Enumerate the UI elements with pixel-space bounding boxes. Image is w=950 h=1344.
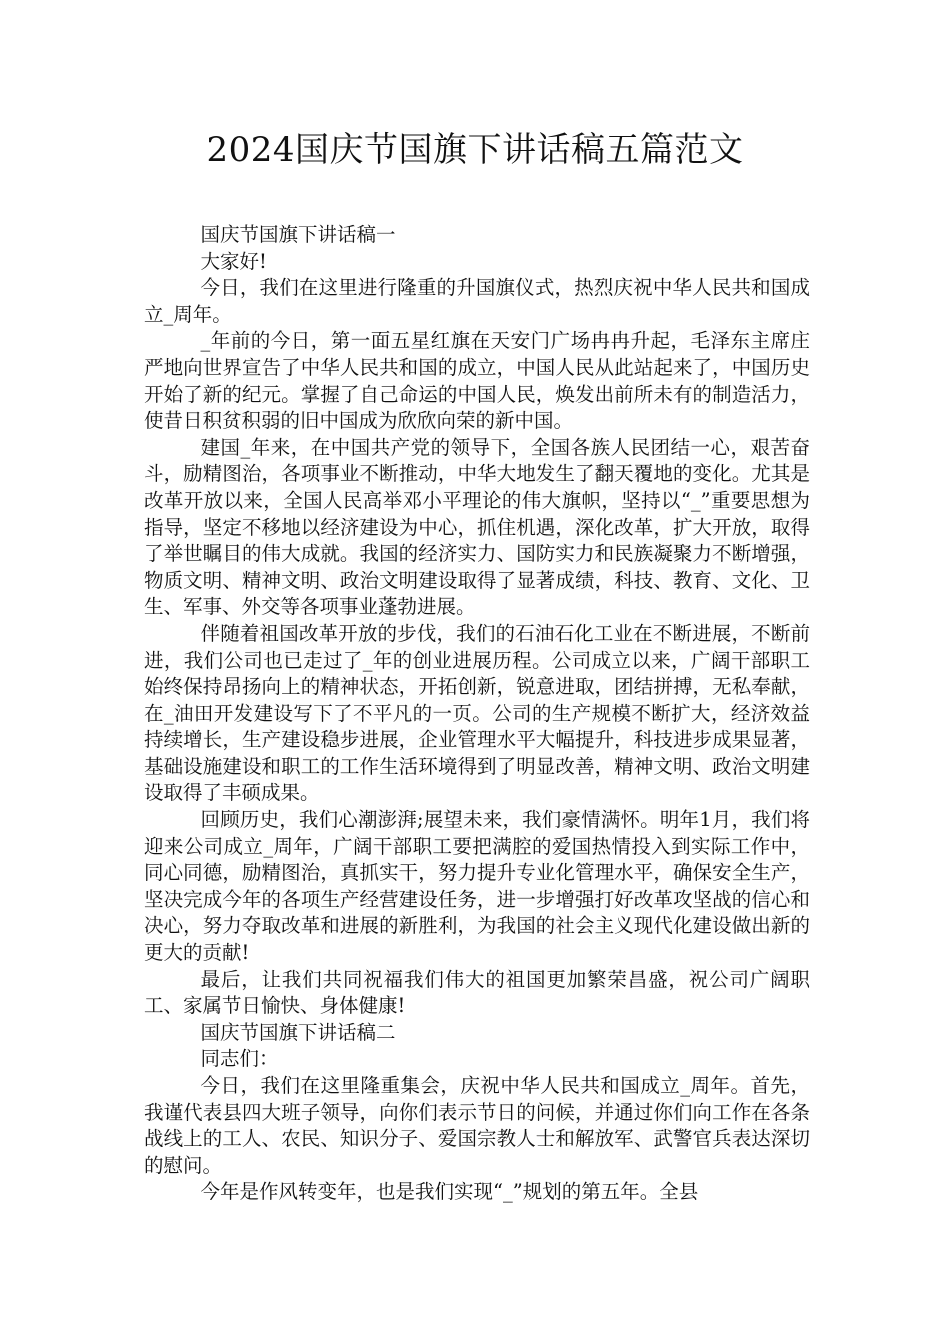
salutation-1: 大家好! [200,249,267,273]
paragraph: 今年是作风转变年，也是我们实现“_”规划的第五年。全县 [200,1180,699,1204]
section-heading-2: 国庆节国旗下讲话稿二 [200,1020,396,1044]
paragraph: _年前的今日，第一面五星红旗在天安门广场冉冉升起，毛泽东主席庄严地向世界宣告了中华人民共和国的成立，中国人民从此站起来了，中国历史开始了新的纪元。掌握了自己命运的中国人民，焕发出前所未有的制造活力，使昔日积贫积弱的旧中国成为欣欣向荣的新中国。 [144,329,810,433]
document-body [144,222,810,1206]
paragraph: 建国_年来，在中国共产党的领导下，全国各族人民团结一心，艰苦奋斗，励精图治，各项事业不断推动，中华大地发生了翻天覆地的变化。尤其是改革开放以来，全国人民高举邓小平理论的伟大旗帜，坚持以“_”重要思想为指导，坚定不移地以经济建设为中心，抓住机遇，深化改革，扩大开放，取得了举世瞩目的伟大成就。我国的经济实力、国防实力和民族凝聚力不断增强，物质文明、精神文明、政治文明建设取得了显著成绩，科技、教育、文化、卫生、军事、外交等各项事业蓬勃进展。 [144,435,810,619]
salutation-2: 同志们： [200,1047,279,1071]
section-heading-1: 国庆节国旗下讲话稿一 [200,223,396,246]
paragraph: 伴随着祖国改革开放的步伐，我们的石油石化工业在不断进展，不断前进，我们公司也已走过了_年的创业进展历程。公司成立以来，广阔干部职工始终保持昂扬向上的精神状态，开拓创新，锐意进取，团结拼搏，无私奉献，在_油田开发建设写下了不平凡的一页。公司的生产规模不断扩大，经济效益持续增长，生产建设稳步进展，企业管理水平大幅提升，科技进步成果显著，基础设施建设和职工的工作生活环境得到了明显改善，精神文明、政治文明建设取得了丰硕成果。 [144,621,810,805]
paragraph: 今日，我们在这里隆重集会，庆祝中华人民共和国成立_周年。首先，我谨代表县四大班子领导，向你们表示节日的问候，并通过你们向工作在各条战线上的工人、农民、知识分子、爱国宗教人士和解放军、武警官兵表达深切的慰问。 [144,1074,810,1177]
paragraph: 回顾历史，我们心潮澎湃;展望未来，我们豪情满怀。明年1月，我们将迎来公司成立_周年，广阔干部职工要把满腔的爱国热情投入到实际工作中，同心同德，励精图治，真抓实干，努力提升专业化管理水平，确保安全生产，坚决完成今年的各项生产经营建设任务，进一步增强打好改革攻坚战的信心和决心，努力夺取改革和进展的新胜利，为我国的社会主义现代化建设做出新的更大的贡献! [144,808,810,965]
document-title: 2024国庆节国旗下讲话稿五篇范文 [206,130,744,170]
paragraph: 今日，我们在这里进行隆重的升国旗仪式，热烈庆祝中华人民共和国成立_周年。 [144,276,810,326]
paragraph: 最后，让我们共同祝福我们伟大的祖国更加繁荣昌盛，祝公司广阔职工、家属节日愉快、身体健康! [144,967,810,1018]
